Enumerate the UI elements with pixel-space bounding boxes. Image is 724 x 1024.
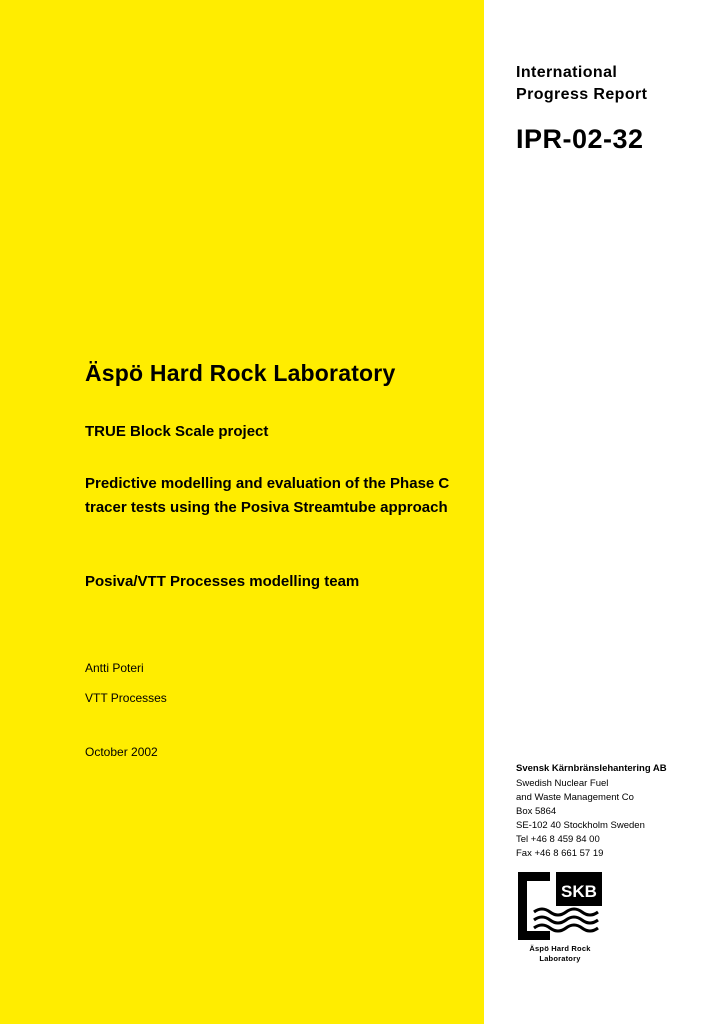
report-series-line-2: Progress Report xyxy=(516,86,648,103)
modelling-team: Posiva/VTT Processes modelling team xyxy=(85,573,360,590)
skb-logo-icon xyxy=(516,872,604,940)
report-series-header xyxy=(516,62,706,106)
report-number: IPR-02-32 xyxy=(516,124,644,154)
report-series-line-1: International xyxy=(516,64,618,81)
page-title: Äspö Hard Rock Laboratory xyxy=(85,360,396,386)
skb-logo xyxy=(516,872,608,970)
svg-text:SKB: SKB xyxy=(561,882,597,901)
project-title: TRUE Block Scale project xyxy=(85,423,269,440)
publisher-line-4: SE-102 40 Stockholm Sweden xyxy=(516,820,645,831)
skb-logo-caption-line-1: Äspö Hard Rock xyxy=(529,944,591,953)
publisher-fax: Fax +46 8 661 57 19 xyxy=(516,848,604,859)
publication-date: October 2002 xyxy=(85,745,158,759)
publisher-phone: Tel +46 8 459 84 00 xyxy=(516,834,600,845)
publisher-block xyxy=(516,762,706,861)
publisher-line-2: and Waste Management Co xyxy=(516,792,634,803)
skb-logo-caption xyxy=(516,944,604,963)
publisher-name: Svensk Kärnbränslehantering AB xyxy=(516,763,667,774)
author-affiliation: VTT Processes xyxy=(85,691,167,705)
skb-logo-mark xyxy=(516,872,604,940)
author-name: Antti Poteri xyxy=(85,661,144,675)
skb-logo-caption-line-2: Laboratory xyxy=(539,953,581,963)
publisher-line-3: Box 5864 xyxy=(516,806,557,817)
publisher-line-1: Swedish Nuclear Fuel xyxy=(516,778,609,789)
report-subtitle: Predictive modelling and evaluation of the Phase C tracer tests using the Posiva Streamtube approach xyxy=(85,475,450,516)
